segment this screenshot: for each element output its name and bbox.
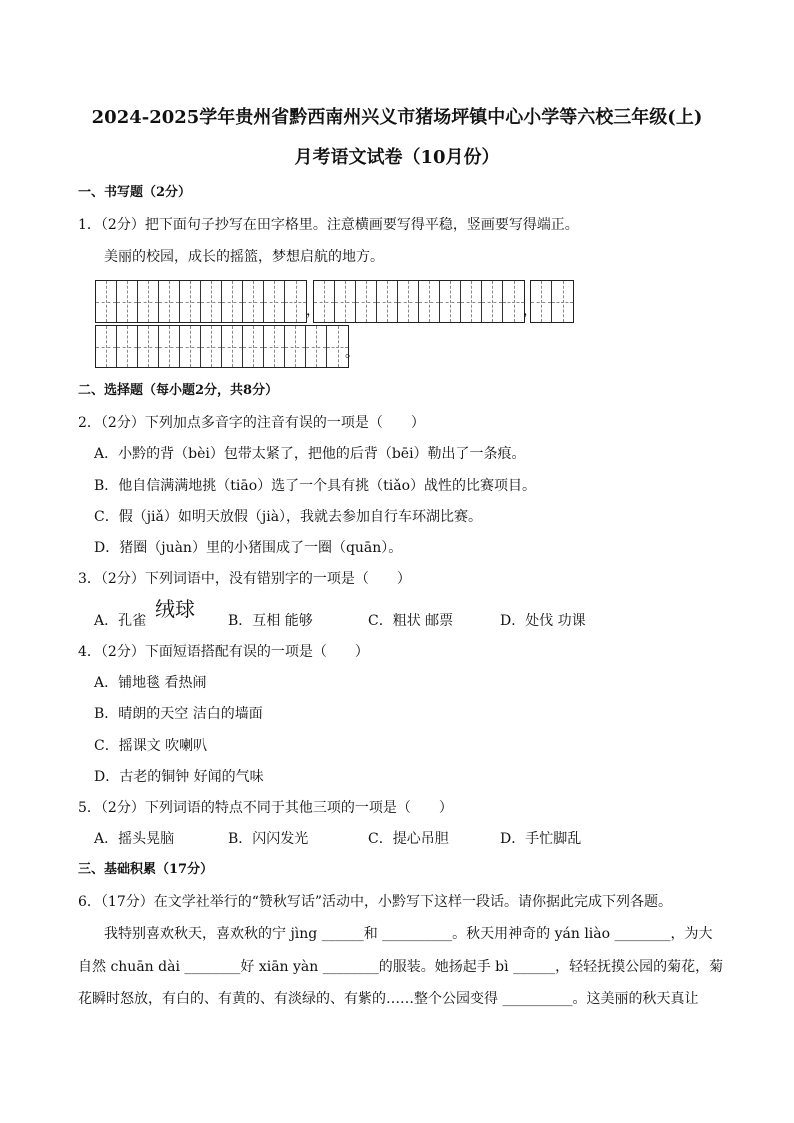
q3-option-c: C．粗状 邮票 xyxy=(368,613,454,629)
grid-cell[interactable] xyxy=(117,281,138,322)
writing-grid-group-4[interactable] xyxy=(95,325,349,368)
grid-cell[interactable] xyxy=(552,281,573,322)
grid-cell[interactable] xyxy=(117,326,138,367)
writing-grid-group-2[interactable] xyxy=(313,280,525,323)
exam-title-line2: 月考语文试卷（10月份） xyxy=(294,147,500,168)
q2-option-b: B．他自信满满地挑（tiāo）选了一个具有挑（tiǎo）战性的比赛项目。 xyxy=(94,478,537,494)
grid-cell[interactable] xyxy=(264,281,285,322)
q1-stem: 1．（2分）把下面句子抄写在田字格里。注意横画要写得平稳，竖画要写得端正。 xyxy=(78,217,579,233)
q5-option-b: B．闪闪发光 xyxy=(228,831,309,847)
writing-grid-group-1[interactable] xyxy=(95,280,307,323)
q5-stem: 5．（2分）下列词语的特点不同于其他三项的一项是（ ） xyxy=(78,800,453,816)
grid-cell[interactable] xyxy=(461,281,482,322)
grid-period: 。 xyxy=(345,345,359,361)
q3-stem: 3．（2分）下列词语中，没有错别字的一项是（ ） xyxy=(78,571,411,587)
grid-cell[interactable] xyxy=(377,281,398,322)
q3-option-a: A．孔雀 xyxy=(94,613,147,629)
grid-cell[interactable] xyxy=(503,281,524,322)
grid-cell[interactable] xyxy=(159,281,180,322)
grid-cell[interactable] xyxy=(96,326,117,367)
section-3-heading: 三、基础积累（17分） xyxy=(78,862,214,877)
section-2-heading: 二、选择题（每小题2分，共8分） xyxy=(78,383,279,398)
q2-option-d: D．猪圈（juàn）里的小猪围成了一圈（quān）。 xyxy=(94,540,403,556)
grid-cell[interactable] xyxy=(440,281,461,322)
grid-cell[interactable] xyxy=(398,281,419,322)
grid-cell[interactable] xyxy=(335,281,356,322)
grid-cell[interactable] xyxy=(264,326,285,367)
q6-passage-line1: 我特别喜欢秋天，喜欢秋的宁 jìng ______和 __________。秋天用神奇的 yán liào ________，为大 xyxy=(104,926,713,942)
grid-cell[interactable] xyxy=(243,281,264,322)
q4-stem: 4．（2分）下面短语搭配有误的一项是（ ） xyxy=(78,644,369,660)
grid-cell[interactable] xyxy=(222,281,243,322)
q2-option-c: C．假（jiǎ）如明天放假（jià），我就去参加自行车环湖比赛。 xyxy=(94,509,483,525)
q5-option-c: C．提心吊胆 xyxy=(368,831,449,847)
grid-cell[interactable] xyxy=(96,281,117,322)
grid-cell[interactable] xyxy=(201,326,222,367)
grid-cell[interactable] xyxy=(419,281,440,322)
grid-cell[interactable] xyxy=(138,326,159,367)
q6-passage-line2: 自然 chuān dài ________好 xiān yàn ________的服装。她扬起手 bì ______，轻轻抚摸公园的菊花，菊 xyxy=(78,959,724,975)
q6-passage-line3: 花瞬时怒放，有白的、有黄的、有淡绿的、有紫的……整个公园变得 __________。这美丽的秋天真让 xyxy=(78,991,699,1007)
grid-cell[interactable] xyxy=(159,326,180,367)
grid-comma-1: ， xyxy=(306,303,320,319)
q4-option-a: A．铺地毯 看热闹 xyxy=(94,675,207,691)
exam-title-line1: 2024-2025学年贵州省黔西南州兴义市猪场坪镇中心小学等六校三年级(上) xyxy=(91,107,703,128)
grid-cell[interactable] xyxy=(285,281,306,322)
grid-cell[interactable] xyxy=(201,281,222,322)
grid-comma-2: ， xyxy=(523,303,537,319)
grid-cell[interactable] xyxy=(285,326,306,367)
section-1-heading: 一、书写题（2分） xyxy=(78,185,192,200)
q3-option-a-large-word: 绒球 xyxy=(155,597,195,621)
q5-option-a: A．摇头晃脑 xyxy=(94,831,175,847)
grid-cell[interactable] xyxy=(243,326,264,367)
grid-cell[interactable] xyxy=(531,281,552,322)
grid-cell[interactable] xyxy=(306,326,327,367)
q3-option-b: B．互相 能够 xyxy=(228,613,313,629)
q3-option-d: D．处伐 功课 xyxy=(500,613,586,629)
q4-option-c: C．摇课文 吹喇叭 xyxy=(94,738,208,754)
grid-cell[interactable] xyxy=(482,281,503,322)
q4-option-b: B．晴朗的天空 洁白的墙面 xyxy=(94,706,263,722)
grid-cell[interactable] xyxy=(180,326,201,367)
writing-grid-group-3[interactable] xyxy=(530,280,574,323)
q2-stem: 2．（2分）下列加点多音字的注音有误的一项是（ ） xyxy=(78,415,425,431)
grid-cell[interactable] xyxy=(180,281,201,322)
q4-option-d: D．古老的铜钟 好闻的气味 xyxy=(94,769,264,785)
grid-cell[interactable] xyxy=(356,281,377,322)
q1-sentence: 美丽的校园，成长的摇篮，梦想启航的地方。 xyxy=(104,249,384,265)
q5-option-d: D．手忙脚乱 xyxy=(500,831,582,847)
q2-option-a: A．小黔的背（bèi）包带太紧了，把他的后背（bēi）勒出了一条痕。 xyxy=(94,446,526,462)
grid-cell[interactable] xyxy=(222,326,243,367)
grid-cell[interactable] xyxy=(138,281,159,322)
q6-stem: 6．（17分）在文学社举行的“赞秋写话”活动中，小黔写下这样一段话。请你据此完成下列各题。 xyxy=(78,894,673,910)
grid-cell[interactable] xyxy=(314,281,335,322)
